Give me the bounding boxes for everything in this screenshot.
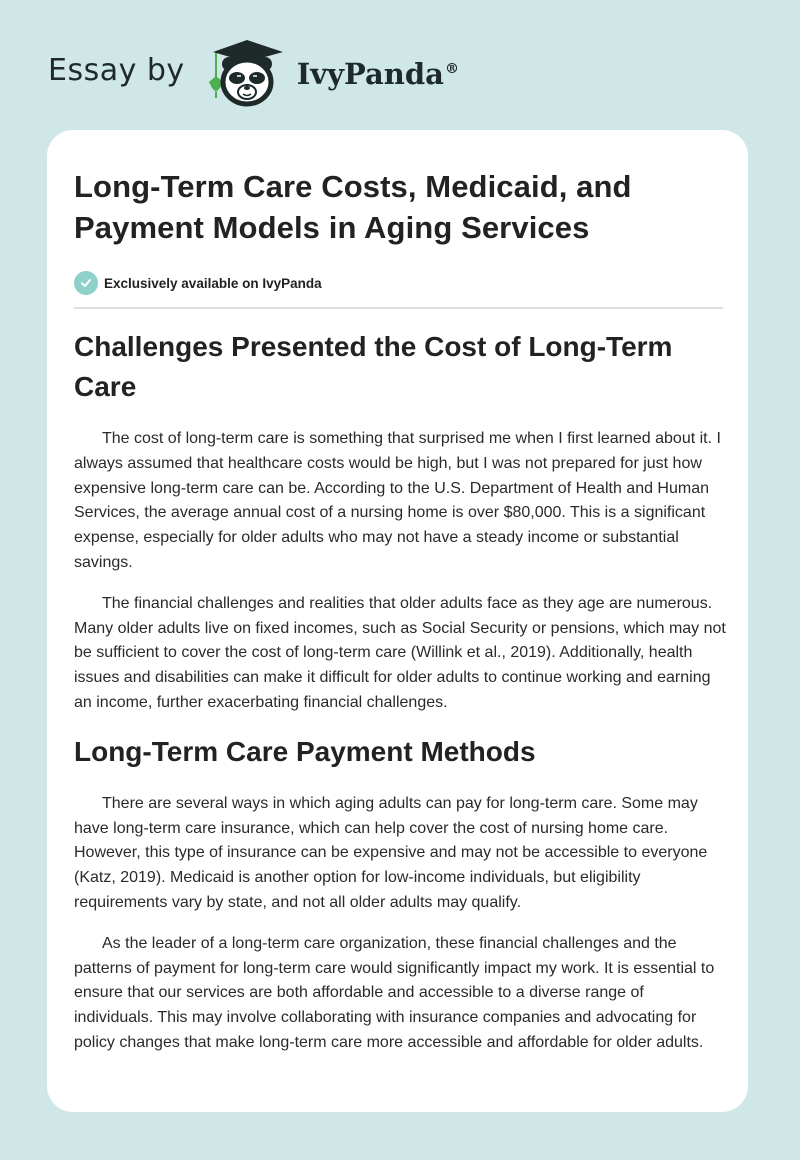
paragraph: The cost of long-term care is something that surprised me when I first learned about it. I always assumed that healthcare costs would be high, but I was not prepared for just how expensive long-term care can be. According to the U.S. Department of Health and Human Services, the average annual cost of a nursing home is over $80,000. This is a significant expense, especially for older adults who may not have a steady income or substantial savings. bbox=[74, 430, 721, 571]
paragraph: As the leader of a long-term care organization, these financial challenges and the patterns of payment for long-term care would significantly impact my work. It is essential to ensure that our services are both affordable and accessible to a diverse range of individuals. This may involve collaborating with insurance companies and advocating for policy changes that make long-term care more accessible and affordable for older adults. bbox=[74, 934, 715, 1051]
title-divider bbox=[74, 307, 723, 309]
registered-mark: ® bbox=[444, 61, 459, 78]
section-heading: Long-Term Care Payment Methods bbox=[74, 735, 536, 767]
paragraph: The financial challenges and realities that older adults face as they age are numerous. Many older adults live on fixed incomes, such as Social Security or pensions, which may not be sufficient to cover the cost of long-term care (Willink et al., 2019). Additionally, health issues and disabilities can make it difficult for older adults to continue working and earning an income, further exacerbating financial challenges. bbox=[74, 594, 726, 711]
section-heading: Challenges Presented the Cost of Long-Term Care bbox=[74, 331, 673, 402]
essay-by-label: Essay by bbox=[48, 52, 185, 88]
exclusive-badge bbox=[74, 270, 722, 296]
essay-card bbox=[47, 130, 748, 1112]
site-header bbox=[48, 36, 459, 108]
paragraph: There are several ways in which aging adults can pay for long-term care. Some may have long-term care insurance, which can help cover the cost of nursing home care. However, this type of insurance can be expensive and may not be accessible to everyone (Katz, 2019). Medicaid is another option for low-income individuals, but eligibility requirements vary by state, and not all older adults may qualify. bbox=[74, 794, 708, 911]
exclusive-badge-text: Exclusively available on IvyPanda bbox=[104, 275, 322, 291]
panda-graduation-cap-logo-icon[interactable] bbox=[203, 36, 289, 108]
section-challenges bbox=[74, 327, 726, 716]
brand-name[interactable] bbox=[297, 57, 459, 91]
page-title: Long-Term Care Costs, Medicaid, and Payment Models in Aging Services bbox=[74, 169, 632, 245]
check-circle-icon bbox=[74, 271, 98, 295]
brand-label: IvyPanda bbox=[296, 57, 444, 91]
section-payment-methods bbox=[74, 732, 722, 1056]
